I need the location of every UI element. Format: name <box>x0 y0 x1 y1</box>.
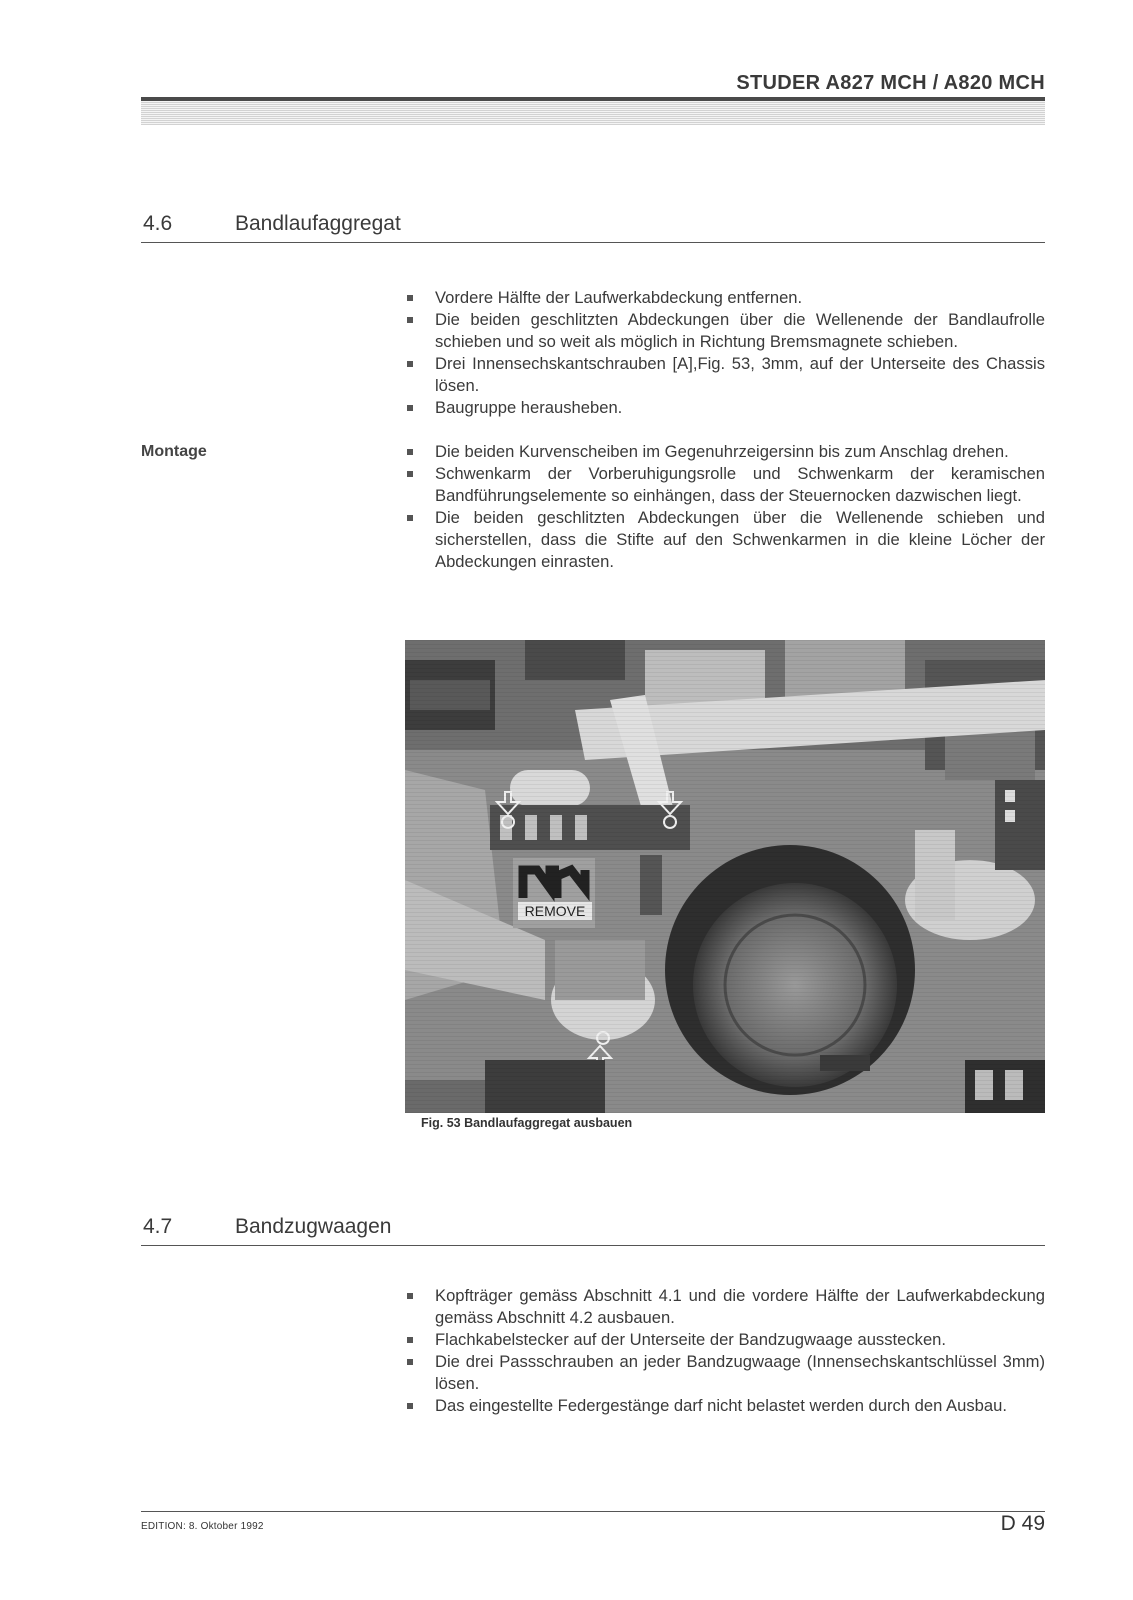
list-item: Das eingestellte Federgestänge darf nicht belastet werden durch den Ausbau. <box>405 1395 1045 1417</box>
page-number: D 49 <box>1000 1512 1045 1535</box>
figure-caption: Fig. 53 Bandlaufaggregat ausbauen <box>421 1116 633 1130</box>
list-item: Die drei Passschrauben an jeder Bandzugwaage (Innensechskantschlüssel 3mm) lösen. <box>405 1351 1045 1395</box>
section-title: Bandlaufaggregat <box>235 212 401 235</box>
bullet-square-icon <box>407 295 413 301</box>
section-heading-4-7 <box>141 1215 1045 1246</box>
list-item: Kopfträger gemäss Abschnitt 4.1 und die vordere Hälfte der Laufwerkabdeckung gemäss Abschnitt 4.2 ausbauen. <box>405 1285 1045 1329</box>
section-title: Bandzugwaagen <box>235 1215 392 1238</box>
section-number: 4.7 <box>143 1215 173 1238</box>
list-item: Drei Innensechskantschrauben [A],Fig. 53, 3mm, auf der Unterseite des Chassis lösen. <box>405 353 1045 397</box>
bullet-square-icon <box>407 1359 413 1365</box>
edition-date: EDITION: 8. Oktober 1992 <box>141 1521 264 1532</box>
footer-rule <box>141 1511 1045 1512</box>
list-item: Baugruppe herausheben. <box>405 397 1045 419</box>
figure-53-photo <box>405 640 1045 1113</box>
montage-steps-list <box>405 441 1045 573</box>
section-number: 4.6 <box>143 212 173 235</box>
montage-label: Montage <box>141 443 207 460</box>
list-item: Flachkabelstecker auf der Unterseite der Bandzugwaage ausstecken. <box>405 1329 1045 1351</box>
list-item: Die beiden geschlitzten Abdeckungen über die Wellenende schieben und sicherstellen, dass die Stifte auf den Schwenkarmen in die kleine Löcher der Abdeckungen einrasten. <box>405 507 1045 573</box>
document-header-title: STUDER A827 MCH / A820 MCH <box>736 72 1045 94</box>
list-item: Die beiden geschlitzten Abdeckungen über die Wellenende der Bandlaufrolle schieben und so weit als möglich in Richtung Bremsmagnete schieben. <box>405 309 1045 353</box>
section-heading-4-6 <box>141 212 1045 243</box>
bullet-square-icon <box>407 515 413 521</box>
removal-steps-list <box>405 287 1045 419</box>
header-rule <box>141 97 1045 125</box>
list-item: Schwenkarm der Vorberuhigungsrolle und Schwenkarm der keramischen Bandführungselemente so einhängen, dass der Steuernocken dazwischen liegt. <box>405 463 1045 507</box>
list-item: Vordere Hälfte der Laufwerkabdeckung entfernen. <box>405 287 1045 309</box>
bullet-square-icon <box>407 471 413 477</box>
bullet-square-icon <box>407 1293 413 1299</box>
bullet-square-icon <box>407 449 413 455</box>
bullet-square-icon <box>407 1337 413 1343</box>
bullet-square-icon <box>407 405 413 411</box>
list-item: Die beiden Kurvenscheiben im Gegenuhrzeigersinn bis zum Anschlag drehen. <box>405 441 1045 463</box>
bullet-square-icon <box>407 317 413 323</box>
bullet-square-icon <box>407 361 413 367</box>
tension-sensor-steps-list <box>405 1285 1045 1417</box>
bullet-square-icon <box>407 1403 413 1409</box>
